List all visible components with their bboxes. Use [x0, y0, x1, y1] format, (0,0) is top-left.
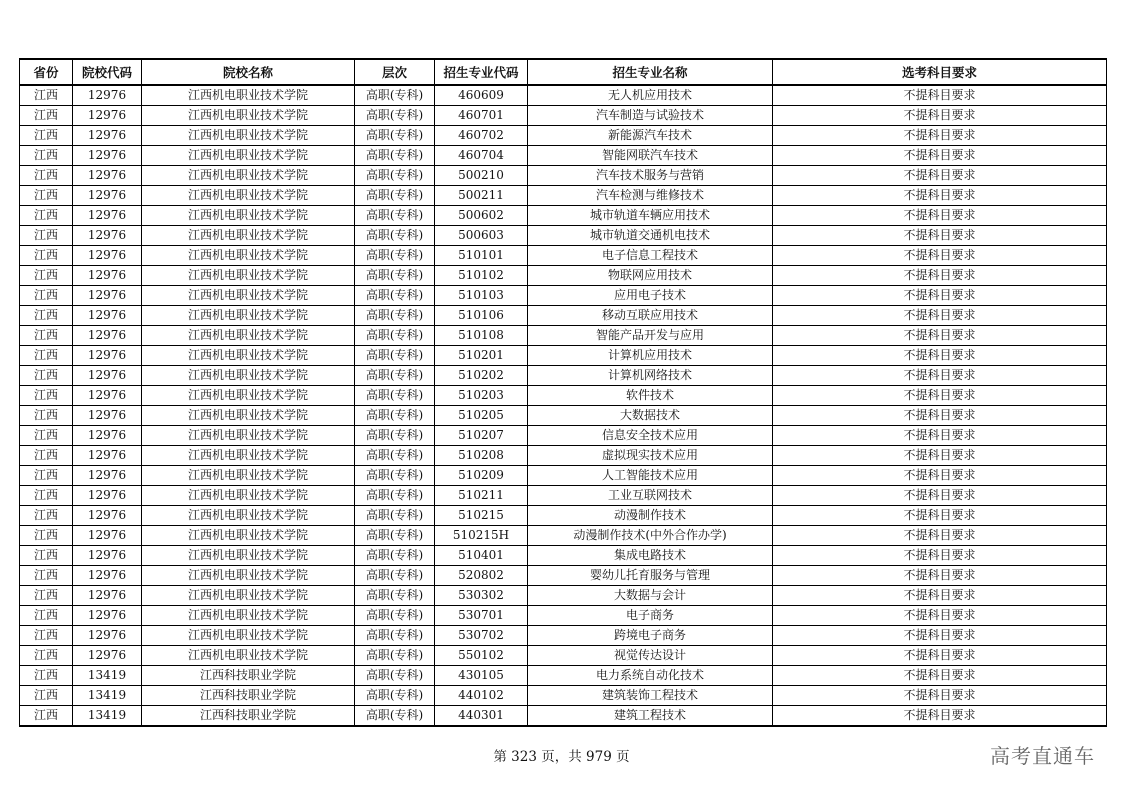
cell-subject-requirement: 不提科目要求 — [773, 686, 1107, 706]
cell-level: 高职(专科) — [355, 326, 435, 346]
cell-school-code: 12976 — [73, 366, 142, 386]
cell-province: 江西 — [20, 226, 73, 246]
cell-school-code: 12976 — [73, 446, 142, 466]
cell-level: 高职(专科) — [355, 226, 435, 246]
cell-major-code: 510207 — [435, 426, 528, 446]
watermark: 高考直通车 — [990, 744, 1095, 768]
cell-major-code: 510215 — [435, 506, 528, 526]
cell-major-code: 510215H — [435, 526, 528, 546]
cell-major-name: 汽车检测与维修技术 — [528, 186, 773, 206]
header-major-name: 招生专业名称 — [528, 59, 773, 85]
table-row — [20, 106, 1107, 126]
cell-school-code: 12976 — [73, 246, 142, 266]
cell-school-name: 江西机电职业技术学院 — [142, 406, 355, 426]
cell-major-name: 虚拟现实技术应用 — [528, 446, 773, 466]
cell-province: 江西 — [20, 586, 73, 606]
cell-major-name: 工业互联网技术 — [528, 486, 773, 506]
cell-level: 高职(专科) — [355, 126, 435, 146]
cell-level: 高职(专科) — [355, 366, 435, 386]
cell-school-name: 江西机电职业技术学院 — [142, 606, 355, 626]
cell-level: 高职(专科) — [355, 426, 435, 446]
cell-level: 高职(专科) — [355, 466, 435, 486]
cell-major-name: 建筑工程技术 — [528, 706, 773, 727]
cell-school-name: 江西机电职业技术学院 — [142, 126, 355, 146]
cell-province: 江西 — [20, 606, 73, 626]
cell-school-code: 12976 — [73, 226, 142, 246]
cell-major-name: 信息安全技术应用 — [528, 426, 773, 446]
cell-subject-requirement: 不提科目要求 — [773, 266, 1107, 286]
cell-major-code: 510203 — [435, 386, 528, 406]
table-row — [20, 85, 1107, 106]
cell-level: 高职(专科) — [355, 446, 435, 466]
header-school-code: 院校代码 — [73, 59, 142, 85]
cell-province: 江西 — [20, 506, 73, 526]
cell-major-code: 460701 — [435, 106, 528, 126]
cell-major-name: 动漫制作技术 — [528, 506, 773, 526]
cell-major-code: 510401 — [435, 546, 528, 566]
cell-level: 高职(专科) — [355, 286, 435, 306]
cell-school-code: 12976 — [73, 166, 142, 186]
table-row — [20, 206, 1107, 226]
cell-major-code: 430105 — [435, 666, 528, 686]
table-row — [20, 406, 1107, 426]
cell-school-code: 12976 — [73, 546, 142, 566]
table-row — [20, 546, 1107, 566]
cell-major-name: 计算机应用技术 — [528, 346, 773, 366]
cell-major-name: 汽车技术服务与营销 — [528, 166, 773, 186]
cell-school-code: 12976 — [73, 106, 142, 126]
cell-school-code: 12976 — [73, 346, 142, 366]
cell-major-code: 500603 — [435, 226, 528, 246]
cell-major-code: 500211 — [435, 186, 528, 206]
table-row — [20, 226, 1107, 246]
cell-level: 高职(专科) — [355, 626, 435, 646]
cell-school-name: 江西机电职业技术学院 — [142, 506, 355, 526]
cell-province: 江西 — [20, 406, 73, 426]
cell-school-name: 江西机电职业技术学院 — [142, 626, 355, 646]
cell-subject-requirement: 不提科目要求 — [773, 506, 1107, 526]
cell-level: 高职(专科) — [355, 266, 435, 286]
cell-province: 江西 — [20, 166, 73, 186]
cell-province: 江西 — [20, 306, 73, 326]
cell-major-name: 建筑装饰工程技术 — [528, 686, 773, 706]
header-province: 省份 — [20, 59, 73, 85]
table-row — [20, 526, 1107, 546]
cell-major-code: 510205 — [435, 406, 528, 426]
cell-major-name: 新能源汽车技术 — [528, 126, 773, 146]
cell-school-name: 江西机电职业技术学院 — [142, 446, 355, 466]
cell-subject-requirement: 不提科目要求 — [773, 146, 1107, 166]
cell-major-code: 510108 — [435, 326, 528, 346]
cell-province: 江西 — [20, 446, 73, 466]
table-row — [20, 286, 1107, 306]
cell-subject-requirement: 不提科目要求 — [773, 206, 1107, 226]
cell-major-name: 智能产品开发与应用 — [528, 326, 773, 346]
cell-school-name: 江西机电职业技术学院 — [142, 346, 355, 366]
cell-subject-requirement: 不提科目要求 — [773, 166, 1107, 186]
table-row — [20, 506, 1107, 526]
cell-major-name: 汽车制造与试验技术 — [528, 106, 773, 126]
cell-school-code: 12976 — [73, 526, 142, 546]
cell-subject-requirement: 不提科目要求 — [773, 566, 1107, 586]
cell-level: 高职(专科) — [355, 166, 435, 186]
cell-major-code: 510208 — [435, 446, 528, 466]
cell-major-code: 530701 — [435, 606, 528, 626]
cell-subject-requirement: 不提科目要求 — [773, 546, 1107, 566]
cell-province: 江西 — [20, 426, 73, 446]
table-body — [20, 85, 1107, 726]
table-row — [20, 606, 1107, 626]
cell-province: 江西 — [20, 106, 73, 126]
cell-major-code: 530702 — [435, 626, 528, 646]
cell-province: 江西 — [20, 486, 73, 506]
cell-province: 江西 — [20, 706, 73, 727]
cell-subject-requirement: 不提科目要求 — [773, 706, 1107, 727]
cell-school-code: 12976 — [73, 386, 142, 406]
cell-major-name: 计算机网络技术 — [528, 366, 773, 386]
cell-major-code: 510202 — [435, 366, 528, 386]
header-major-code: 招生专业代码 — [435, 59, 528, 85]
header-level: 层次 — [355, 59, 435, 85]
cell-major-code: 510101 — [435, 246, 528, 266]
cell-school-name: 江西机电职业技术学院 — [142, 226, 355, 246]
table-row — [20, 186, 1107, 206]
cell-level: 高职(专科) — [355, 546, 435, 566]
table-row — [20, 366, 1107, 386]
table-row — [20, 566, 1107, 586]
cell-subject-requirement: 不提科目要求 — [773, 646, 1107, 666]
cell-school-name: 江西机电职业技术学院 — [142, 266, 355, 286]
cell-school-name: 江西科技职业学院 — [142, 666, 355, 686]
cell-subject-requirement: 不提科目要求 — [773, 486, 1107, 506]
cell-school-name: 江西机电职业技术学院 — [142, 586, 355, 606]
cell-subject-requirement: 不提科目要求 — [773, 106, 1107, 126]
cell-subject-requirement: 不提科目要求 — [773, 366, 1107, 386]
cell-level: 高职(专科) — [355, 566, 435, 586]
table-row — [20, 646, 1107, 666]
cell-province: 江西 — [20, 346, 73, 366]
cell-subject-requirement: 不提科目要求 — [773, 326, 1107, 346]
cell-province: 江西 — [20, 266, 73, 286]
cell-level: 高职(专科) — [355, 526, 435, 546]
cell-major-code: 510102 — [435, 266, 528, 286]
cell-level: 高职(专科) — [355, 586, 435, 606]
cell-major-name: 视觉传达设计 — [528, 646, 773, 666]
cell-major-name: 集成电路技术 — [528, 546, 773, 566]
header-subject-requirement: 选考科目要求 — [773, 59, 1107, 85]
cell-subject-requirement: 不提科目要求 — [773, 526, 1107, 546]
cell-level: 高职(专科) — [355, 246, 435, 266]
cell-province: 江西 — [20, 126, 73, 146]
cell-province: 江西 — [20, 646, 73, 666]
cell-level: 高职(专科) — [355, 706, 435, 727]
cell-major-name: 电力系统自动化技术 — [528, 666, 773, 686]
cell-level: 高职(专科) — [355, 146, 435, 166]
table-row — [20, 146, 1107, 166]
cell-province: 江西 — [20, 85, 73, 106]
cell-school-name: 江西科技职业学院 — [142, 686, 355, 706]
cell-subject-requirement: 不提科目要求 — [773, 466, 1107, 486]
cell-major-name: 大数据与会计 — [528, 586, 773, 606]
cell-level: 高职(专科) — [355, 606, 435, 626]
cell-level: 高职(专科) — [355, 386, 435, 406]
enrollment-table — [19, 58, 1107, 727]
cell-major-name: 人工智能技术应用 — [528, 466, 773, 486]
cell-school-name: 江西机电职业技术学院 — [142, 566, 355, 586]
cell-level: 高职(专科) — [355, 406, 435, 426]
cell-school-code: 12976 — [73, 586, 142, 606]
cell-major-code: 500210 — [435, 166, 528, 186]
cell-level: 高职(专科) — [355, 486, 435, 506]
cell-level: 高职(专科) — [355, 646, 435, 666]
cell-province: 江西 — [20, 186, 73, 206]
table-row — [20, 126, 1107, 146]
cell-major-name: 电子商务 — [528, 606, 773, 626]
cell-major-code: 460609 — [435, 85, 528, 106]
cell-major-name: 城市轨道车辆应用技术 — [528, 206, 773, 226]
cell-school-code: 12976 — [73, 646, 142, 666]
cell-school-code: 12976 — [73, 306, 142, 326]
cell-school-code: 12976 — [73, 406, 142, 426]
cell-school-code: 12976 — [73, 506, 142, 526]
cell-level: 高职(专科) — [355, 206, 435, 226]
cell-school-code: 12976 — [73, 85, 142, 106]
cell-major-code: 440301 — [435, 706, 528, 727]
cell-school-code: 12976 — [73, 146, 142, 166]
cell-level: 高职(专科) — [355, 85, 435, 106]
cell-subject-requirement: 不提科目要求 — [773, 446, 1107, 466]
cell-school-name: 江西机电职业技术学院 — [142, 166, 355, 186]
cell-major-name: 跨境电子商务 — [528, 626, 773, 646]
cell-major-name: 无人机应用技术 — [528, 85, 773, 106]
table-row — [20, 426, 1107, 446]
cell-school-code: 12976 — [73, 266, 142, 286]
cell-major-code: 510201 — [435, 346, 528, 366]
cell-school-code: 12976 — [73, 606, 142, 626]
cell-major-name: 智能网联汽车技术 — [528, 146, 773, 166]
cell-level: 高职(专科) — [355, 186, 435, 206]
cell-school-name: 江西机电职业技术学院 — [142, 326, 355, 346]
cell-major-code: 510209 — [435, 466, 528, 486]
table-row — [20, 306, 1107, 326]
cell-level: 高职(专科) — [355, 506, 435, 526]
cell-subject-requirement: 不提科目要求 — [773, 186, 1107, 206]
cell-major-code: 460704 — [435, 146, 528, 166]
cell-province: 江西 — [20, 686, 73, 706]
cell-province: 江西 — [20, 546, 73, 566]
table-row — [20, 266, 1107, 286]
cell-school-name: 江西机电职业技术学院 — [142, 146, 355, 166]
cell-school-code: 12976 — [73, 466, 142, 486]
cell-major-name: 物联网应用技术 — [528, 266, 773, 286]
table-row — [20, 686, 1107, 706]
cell-subject-requirement: 不提科目要求 — [773, 606, 1107, 626]
cell-school-name: 江西机电职业技术学院 — [142, 646, 355, 666]
cell-school-code: 13419 — [73, 686, 142, 706]
cell-school-name: 江西机电职业技术学院 — [142, 526, 355, 546]
cell-major-name: 婴幼儿托育服务与管理 — [528, 566, 773, 586]
cell-school-name: 江西机电职业技术学院 — [142, 486, 355, 506]
cell-province: 江西 — [20, 526, 73, 546]
cell-level: 高职(专科) — [355, 106, 435, 126]
cell-major-name: 应用电子技术 — [528, 286, 773, 306]
cell-province: 江西 — [20, 206, 73, 226]
cell-major-code: 500602 — [435, 206, 528, 226]
cell-subject-requirement: 不提科目要求 — [773, 306, 1107, 326]
table-row — [20, 386, 1107, 406]
cell-major-code: 510103 — [435, 286, 528, 306]
cell-major-code: 550102 — [435, 646, 528, 666]
cell-school-name: 江西机电职业技术学院 — [142, 366, 355, 386]
cell-school-code: 12976 — [73, 286, 142, 306]
table-row — [20, 486, 1107, 506]
cell-school-name: 江西机电职业技术学院 — [142, 246, 355, 266]
cell-subject-requirement: 不提科目要求 — [773, 586, 1107, 606]
cell-school-name: 江西科技职业学院 — [142, 706, 355, 727]
table-row — [20, 706, 1107, 727]
cell-province: 江西 — [20, 566, 73, 586]
cell-level: 高职(专科) — [355, 666, 435, 686]
cell-school-name: 江西机电职业技术学院 — [142, 286, 355, 306]
cell-school-name: 江西机电职业技术学院 — [142, 85, 355, 106]
table-row — [20, 326, 1107, 346]
cell-subject-requirement: 不提科目要求 — [773, 226, 1107, 246]
cell-subject-requirement: 不提科目要求 — [773, 406, 1107, 426]
cell-major-code: 520802 — [435, 566, 528, 586]
cell-subject-requirement: 不提科目要求 — [773, 85, 1107, 106]
cell-subject-requirement: 不提科目要求 — [773, 246, 1107, 266]
cell-subject-requirement: 不提科目要求 — [773, 626, 1107, 646]
table-row — [20, 346, 1107, 366]
cell-major-code: 510106 — [435, 306, 528, 326]
cell-school-name: 江西机电职业技术学院 — [142, 466, 355, 486]
table-row — [20, 446, 1107, 466]
cell-subject-requirement: 不提科目要求 — [773, 426, 1107, 446]
cell-school-code: 12976 — [73, 566, 142, 586]
cell-school-code: 12976 — [73, 486, 142, 506]
cell-province: 江西 — [20, 246, 73, 266]
cell-major-code: 510211 — [435, 486, 528, 506]
cell-level: 高职(专科) — [355, 346, 435, 366]
cell-province: 江西 — [20, 286, 73, 306]
cell-province: 江西 — [20, 626, 73, 646]
cell-subject-requirement: 不提科目要求 — [773, 386, 1107, 406]
table-row — [20, 666, 1107, 686]
cell-school-name: 江西机电职业技术学院 — [142, 106, 355, 126]
cell-province: 江西 — [20, 466, 73, 486]
table-row — [20, 466, 1107, 486]
cell-major-name: 大数据技术 — [528, 406, 773, 426]
cell-province: 江西 — [20, 326, 73, 346]
table-row — [20, 626, 1107, 646]
cell-school-code: 12976 — [73, 206, 142, 226]
table-row — [20, 246, 1107, 266]
cell-school-code: 12976 — [73, 426, 142, 446]
cell-school-name: 江西机电职业技术学院 — [142, 386, 355, 406]
cell-major-name: 城市轨道交通机电技术 — [528, 226, 773, 246]
cell-school-name: 江西机电职业技术学院 — [142, 426, 355, 446]
table-row — [20, 586, 1107, 606]
cell-level: 高职(专科) — [355, 686, 435, 706]
cell-province: 江西 — [20, 146, 73, 166]
cell-school-code: 12976 — [73, 626, 142, 646]
cell-subject-requirement: 不提科目要求 — [773, 126, 1107, 146]
table-header-row — [20, 59, 1107, 85]
cell-province: 江西 — [20, 366, 73, 386]
cell-major-name: 软件技术 — [528, 386, 773, 406]
cell-subject-requirement: 不提科目要求 — [773, 286, 1107, 306]
cell-subject-requirement: 不提科目要求 — [773, 346, 1107, 366]
cell-province: 江西 — [20, 386, 73, 406]
cell-school-code: 12976 — [73, 326, 142, 346]
table-row — [20, 166, 1107, 186]
cell-school-name: 江西机电职业技术学院 — [142, 186, 355, 206]
cell-level: 高职(专科) — [355, 306, 435, 326]
cell-school-code: 12976 — [73, 186, 142, 206]
header-school-name: 院校名称 — [142, 59, 355, 85]
cell-school-name: 江西机电职业技术学院 — [142, 206, 355, 226]
cell-school-code: 13419 — [73, 666, 142, 686]
cell-major-code: 440102 — [435, 686, 528, 706]
cell-major-code: 460702 — [435, 126, 528, 146]
cell-school-code: 13419 — [73, 706, 142, 727]
cell-school-code: 12976 — [73, 126, 142, 146]
cell-major-name: 移动互联应用技术 — [528, 306, 773, 326]
cell-major-name: 电子信息工程技术 — [528, 246, 773, 266]
cell-school-name: 江西机电职业技术学院 — [142, 306, 355, 326]
cell-subject-requirement: 不提科目要求 — [773, 666, 1107, 686]
page-number: 第 323 页，共 979 页 — [493, 749, 630, 765]
cell-province: 江西 — [20, 666, 73, 686]
cell-major-name: 动漫制作技术(中外合作办学) — [528, 526, 773, 546]
cell-major-code: 530302 — [435, 586, 528, 606]
cell-school-name: 江西机电职业技术学院 — [142, 546, 355, 566]
